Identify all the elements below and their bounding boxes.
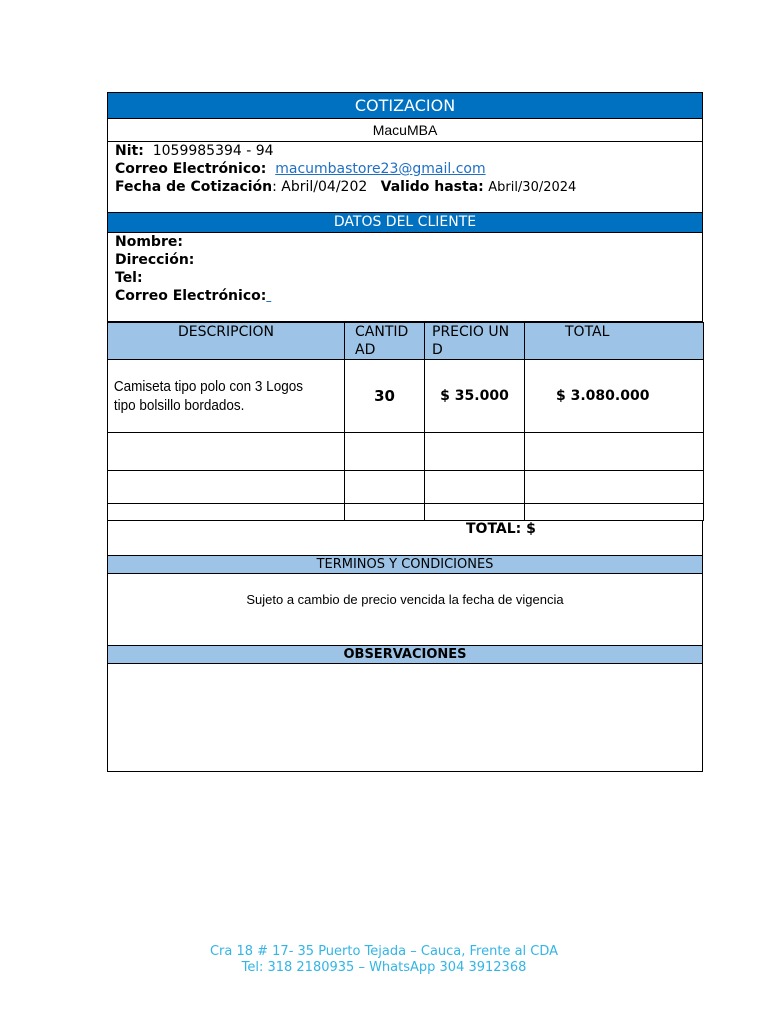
client-section-header (107, 213, 703, 233)
quotation-document (107, 92, 703, 772)
footer-address: Cra 18 # 17- 35 Puerto Tejada – Cauca, Frente al CDA (209, 944, 559, 959)
nit-value: 1059985394 - 94 (152, 143, 274, 159)
grand-total-label: TOTAL: $ (466, 521, 536, 537)
item-total: $ 3.080.000 (525, 360, 704, 433)
items-table (107, 322, 704, 521)
client-name-label: Nombre: (115, 234, 183, 250)
client-email-label: Correo Electrónico: (115, 288, 267, 304)
table-row (108, 471, 704, 504)
brand-text: MacuMBA (372, 122, 438, 138)
terms-header (107, 556, 703, 574)
header-quantity: CANTIDAD (345, 323, 425, 360)
terms-body (107, 574, 703, 646)
valid-value: Abril/30/2024 (488, 180, 577, 195)
client-section-title: DATOS DEL CLIENTE (333, 214, 477, 230)
observations-title: OBSERVACIONES (343, 647, 467, 662)
footer (0, 944, 768, 976)
brand-name (107, 119, 703, 142)
date-line (115, 178, 695, 197)
item-price: $ 35.000 (425, 360, 525, 433)
client-info (107, 233, 703, 322)
client-address-label: Dirección: (115, 252, 195, 268)
terms-title: TERMINOS Y CONDICIONES (316, 557, 494, 572)
terms-text: Sujeto a cambio de precio vencida la fecha de vigencia (246, 592, 564, 607)
date-label: Fecha de Cotización (115, 179, 273, 195)
item-description: Camiseta tipo polo con 3 Logos tipo bolsillo bordados. (108, 360, 321, 433)
header-total: TOTAL (525, 323, 704, 360)
observations-body (107, 664, 703, 772)
document-title (107, 92, 703, 119)
table-row (108, 360, 704, 433)
email-link[interactable]: macumbastore23@gmail.com (275, 161, 486, 177)
nit-label: Nit: (115, 143, 144, 159)
client-email-line (115, 287, 695, 305)
observations-header (107, 646, 703, 664)
title-text: COTIZACION (354, 96, 456, 115)
footer-phone: Tel: 318 2180935 – WhatsApp 304 3912368 (241, 960, 527, 975)
email-line (115, 160, 695, 178)
client-tel-label: Tel: (115, 270, 143, 286)
table-row (108, 504, 704, 521)
item-quantity: 30 (345, 360, 425, 433)
company-info (107, 142, 703, 213)
email-label: Correo Electrónico: (115, 161, 267, 177)
date-value: : Abril/04/202 (272, 179, 368, 195)
valid-label: Valido hasta: (380, 179, 484, 195)
grand-total (107, 521, 703, 556)
table-row (108, 433, 704, 471)
items-header-row (108, 323, 704, 360)
nit-line (115, 142, 695, 160)
header-description: DESCRIPCION (108, 323, 345, 360)
header-price: PRECIO UND (425, 323, 525, 360)
